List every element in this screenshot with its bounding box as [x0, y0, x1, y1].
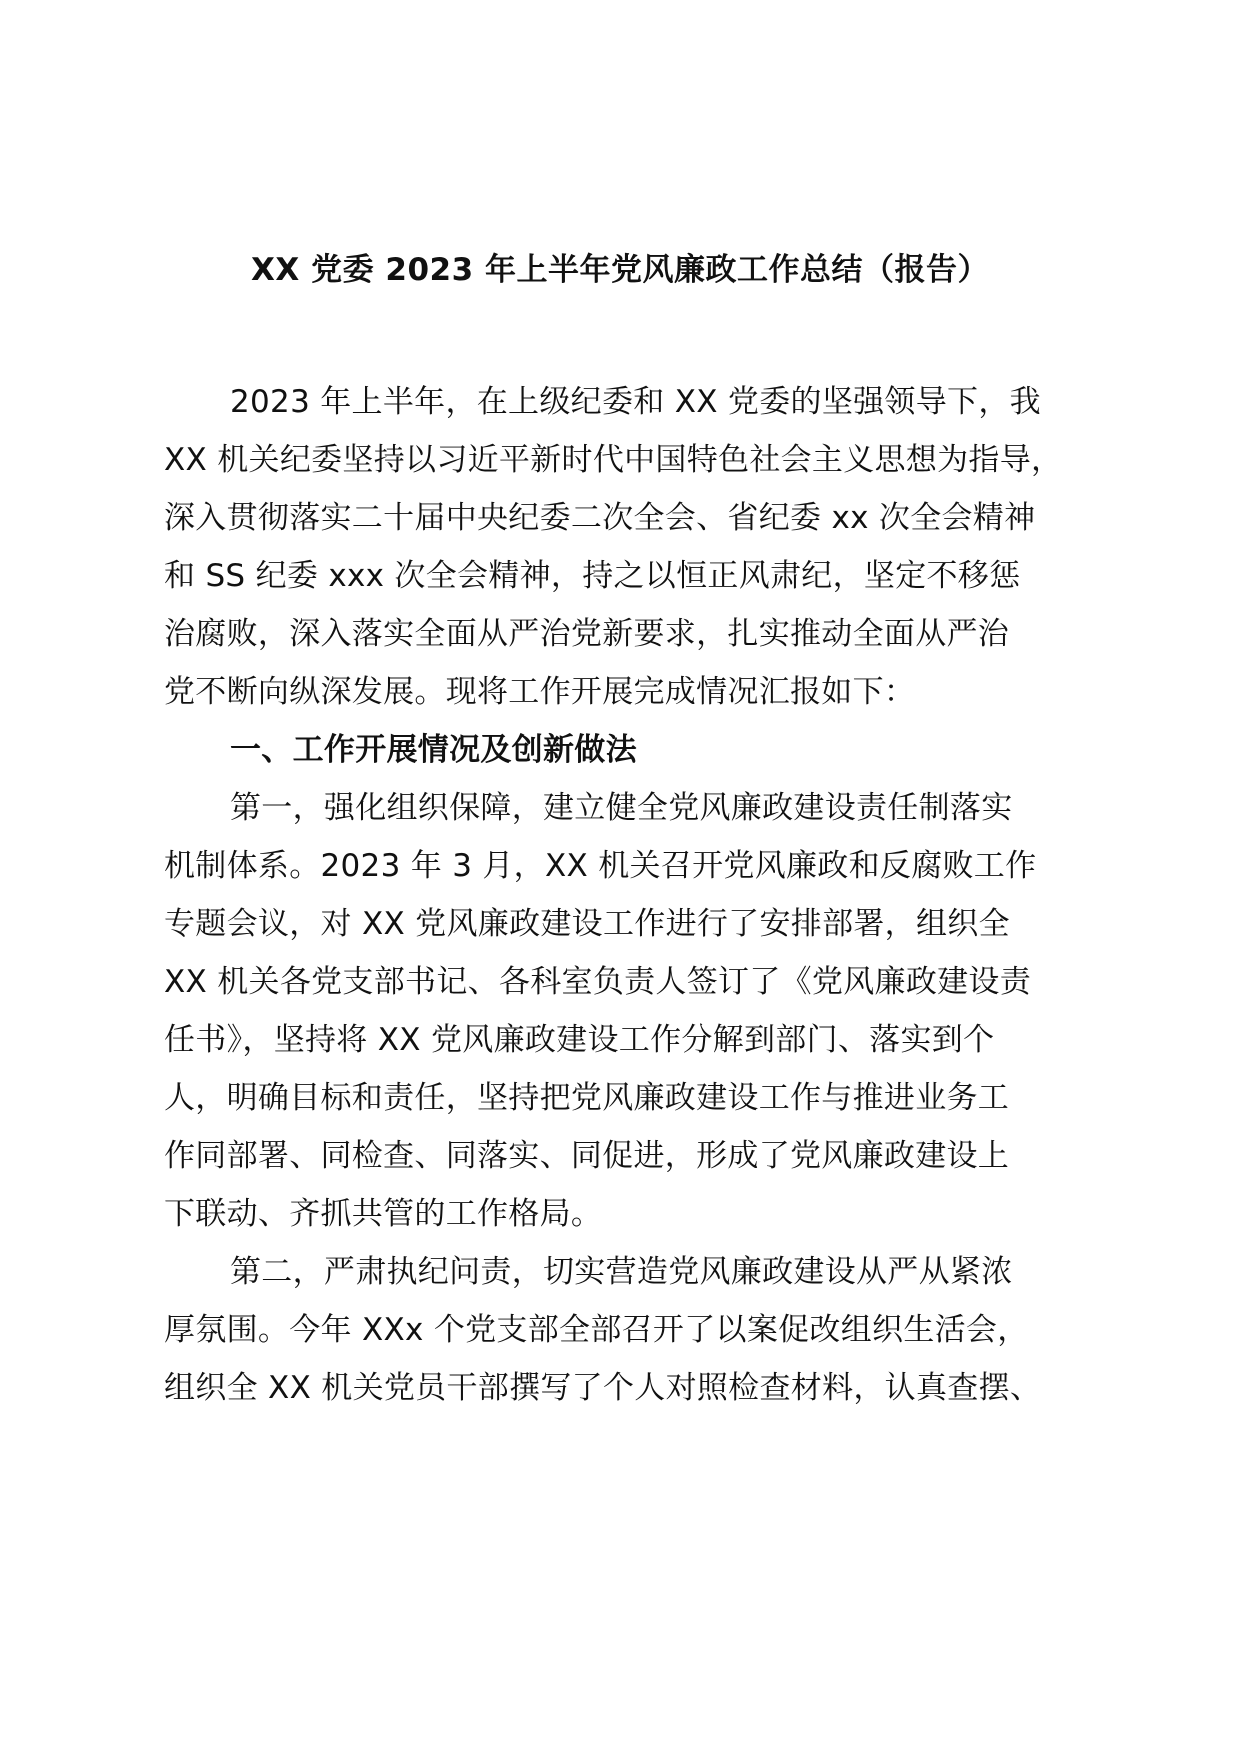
paragraph-3-line-2: 厚氛围。今年 XXx 个党支部全部召开了以案促改组织生活会， — [164, 1312, 1029, 1348]
paragraph-2-line-1: 第一，强化组织保障，建立健全党风廉政建设责任制落实 — [230, 790, 1013, 826]
paragraph-3-line-1: 第二，严肃执纪问责，切实营造党风廉政建设从严从紧浓 — [230, 1254, 1013, 1290]
paragraph-1-line-3: 深入贯彻落实二十届中央纪委二次全会、省纪委 xx 次全会精神 — [164, 500, 1036, 536]
section-heading-1: 一、工作开展情况及创新做法 — [230, 732, 637, 768]
paragraph-2-line-7: 作同部署、同检查、同落实、同促进，形成了党风廉政建设上 — [164, 1138, 1010, 1174]
paragraph-1-line-6: 党不断向纵深发展。现将工作开展完成情况汇报如下： — [164, 674, 916, 710]
paragraph-2-line-2: 机制体系。2023 年 3 月，XX 机关召开党风廉政和反腐败工作 — [164, 848, 1037, 884]
paragraph-3-line-3: 组织全 XX 机关党员干部撰写了个人对照检查材料，认真查摆、 — [164, 1370, 1042, 1406]
paragraph-1-line-5: 治腐败，深入落实全面从严治党新要求，扎实推动全面从严治 — [164, 616, 1010, 652]
paragraph-2-line-8: 下联动、齐抓共管的工作格局。 — [164, 1196, 603, 1232]
paragraph-2-line-3: 专题会议，对 XX 党风廉政建设工作进行了安排部署，组织全 — [164, 906, 1010, 942]
paragraph-1-line-4: 和 SS 纪委 xxx 次全会精神，持之以恒正风肃纪，坚定不移惩 — [164, 558, 1021, 594]
paragraph-2-line-4: XX 机关各党支部书记、各科室负责人签订了《党风廉政建设责 — [164, 964, 1032, 1000]
paragraph-2-line-6: 人，明确目标和责任，坚持把党风廉政建设工作与推进业务工 — [164, 1080, 1010, 1116]
paragraph-1-line-1: 2023 年上半年，在上级纪委和 XX 党委的坚强领导下，我 — [230, 384, 1041, 420]
paragraph-1-line-2: XX 机关纪委坚持以习近平新时代中国特色社会主义思想为指导， — [164, 442, 1063, 478]
paragraph-2-line-5: 任书》，坚持将 XX 党风廉政建设工作分解到部门、落实到个 — [164, 1022, 995, 1058]
document-title: XX 党委 2023 年上半年党风廉政工作总结（报告） — [251, 252, 989, 288]
